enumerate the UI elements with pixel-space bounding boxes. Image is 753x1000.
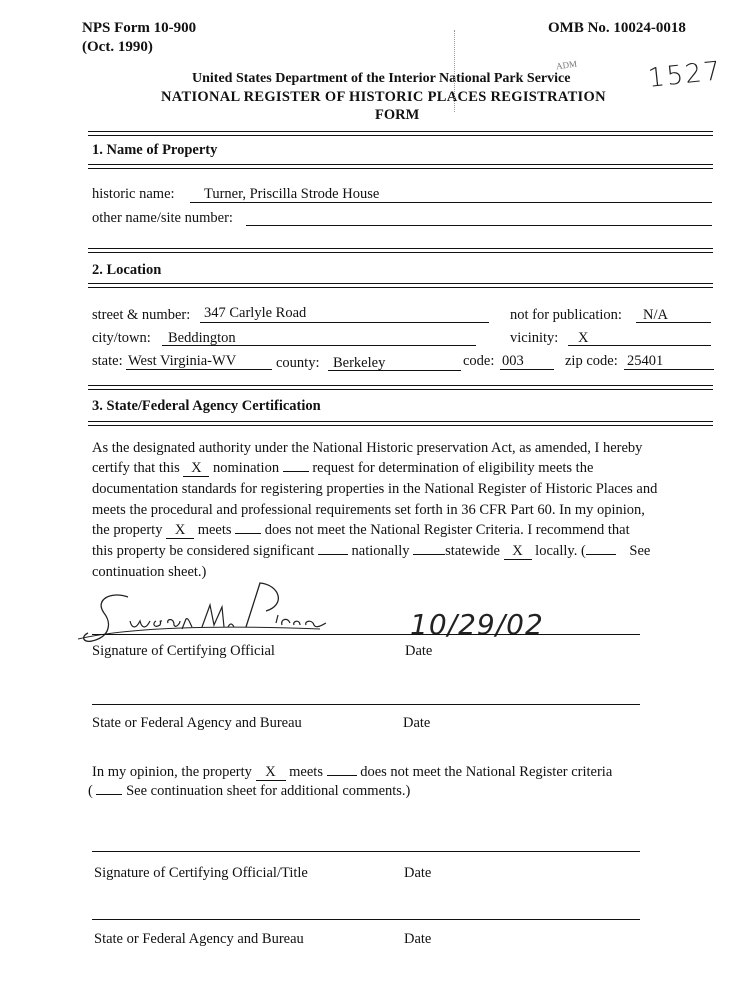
date2-label: Date xyxy=(404,865,432,881)
cert-text: this property be considered significant xyxy=(92,543,315,559)
city-value[interactable]: Beddington xyxy=(168,330,236,346)
meets-check[interactable]: X xyxy=(166,523,194,539)
cert-line-5 xyxy=(92,522,630,539)
section2-heading: 2. Location xyxy=(92,262,162,278)
form-title-line2: FORM xyxy=(375,107,420,123)
nfp-label: not for publication: xyxy=(510,307,622,323)
cert-text: locally. ( xyxy=(535,543,586,559)
cert-text: certify that this xyxy=(92,460,180,476)
divider xyxy=(88,131,713,136)
state-value[interactable]: West Virginia-WV xyxy=(128,353,237,369)
date-label: Date xyxy=(405,643,433,659)
cert-text: ( xyxy=(88,783,93,799)
other-name-label: other name/site number: xyxy=(92,210,233,226)
opinion-continuation-check[interactable] xyxy=(96,793,122,795)
street-value[interactable]: 347 Carlyle Road xyxy=(204,305,307,321)
code-label: code: xyxy=(463,353,495,369)
cert-text: does not meet the National Register Criteria. I recommend that xyxy=(264,522,630,538)
section1-heading: 1. Name of Property xyxy=(92,142,218,158)
form-title: NATIONAL REGISTER OF HISTORIC PLACES REGISTRATION xyxy=(161,89,606,105)
historic-name-value[interactable]: Turner, Priscilla Strode House xyxy=(204,186,380,202)
cert-text: meets xyxy=(289,764,323,780)
cert-line-7: continuation sheet.) xyxy=(92,564,207,580)
street-label: street & number: xyxy=(92,307,191,323)
cert-text: See xyxy=(629,543,651,559)
cert-line-3: documentation standards for registering properties in the National Register of Historic Places and xyxy=(92,481,658,497)
cert-text: nomination xyxy=(213,460,280,476)
agency-label: State or Federal Agency and Bureau xyxy=(92,715,302,731)
section3-heading: 3. State/Federal Agency Certification xyxy=(92,398,321,414)
cert-text: request for determination of eligibility meets the xyxy=(312,460,594,476)
opinion-line-2 xyxy=(88,783,410,800)
vicinity-line xyxy=(568,345,711,346)
county-label: county: xyxy=(276,355,320,371)
cert-line-1: As the designated authority under the National Historic preservation Act, as amended, I hereby xyxy=(92,440,643,456)
cert-line-2 xyxy=(92,460,593,477)
cert-text: statewide xyxy=(445,543,500,559)
cert-text: nationally xyxy=(351,543,410,559)
divider xyxy=(88,283,713,288)
code-value[interactable]: 003 xyxy=(502,353,524,369)
handwritten-number: 1527 xyxy=(646,56,724,94)
agency2-label: State or Federal Agency and Bureau xyxy=(94,931,304,947)
street-line xyxy=(200,322,489,323)
form-date: (Oct. 1990) xyxy=(82,39,153,55)
vicinity-label: vicinity: xyxy=(510,330,559,346)
divider xyxy=(88,385,713,390)
does-not-meet-check[interactable] xyxy=(235,532,261,534)
statewide-check[interactable] xyxy=(413,553,445,555)
cert-text: In my opinion, the property xyxy=(92,764,252,780)
form-id: NPS Form 10-900 xyxy=(82,20,197,36)
cert-text: the property xyxy=(92,522,163,538)
cert-line-4: meets the procedural and professional requirements set forth in 36 CFR Part 60. In my opinion, xyxy=(92,502,645,518)
zip-value[interactable]: 25401 xyxy=(627,353,664,369)
vicinity-value[interactable]: X xyxy=(578,330,589,346)
divider xyxy=(88,248,713,253)
cert-text: See continuation sheet for additional comments.) xyxy=(126,783,411,799)
date3-label: Date xyxy=(404,931,432,947)
signature2-line xyxy=(92,851,640,852)
city-label: city/town: xyxy=(92,330,151,346)
request-check[interactable] xyxy=(283,470,309,472)
cert-text: meets xyxy=(197,522,232,538)
sig2-label: Signature of Certifying Official/Title xyxy=(94,865,308,881)
zip-label: zip code: xyxy=(565,353,618,369)
state-label: state: xyxy=(92,353,123,369)
signature-date: 10/29/02 xyxy=(410,608,544,641)
cert-text: does not meet the National Register criteria xyxy=(360,764,613,780)
agency-date-label: Date xyxy=(403,715,431,731)
locally-check[interactable]: X xyxy=(504,544,532,560)
opinion-line-1 xyxy=(92,764,612,781)
nomination-check[interactable]: X xyxy=(183,461,209,477)
stamp-trace xyxy=(454,30,455,112)
omb-number: OMB No. 10024-0018 xyxy=(548,20,686,36)
agency2-line xyxy=(92,919,640,920)
historic-name-label: historic name: xyxy=(92,186,175,202)
sig-label: Signature of Certifying Official xyxy=(92,643,275,659)
continuation-check[interactable] xyxy=(586,553,616,555)
signature-line xyxy=(92,634,640,635)
agency-title: United States Department of the Interior National Park Service xyxy=(192,71,571,86)
opinion-not-meet-check[interactable] xyxy=(327,774,357,776)
other-name-line xyxy=(246,225,712,226)
nationally-check[interactable] xyxy=(318,553,348,555)
divider xyxy=(88,421,713,426)
county-value[interactable]: Berkeley xyxy=(333,355,386,371)
divider xyxy=(88,164,713,169)
nfp-value[interactable]: N/A xyxy=(643,307,668,323)
opinion-meets-check[interactable]: X xyxy=(256,765,286,781)
agency-line xyxy=(92,704,640,705)
stamp-mark: ADM xyxy=(555,58,578,72)
cert-line-6 xyxy=(92,543,650,560)
